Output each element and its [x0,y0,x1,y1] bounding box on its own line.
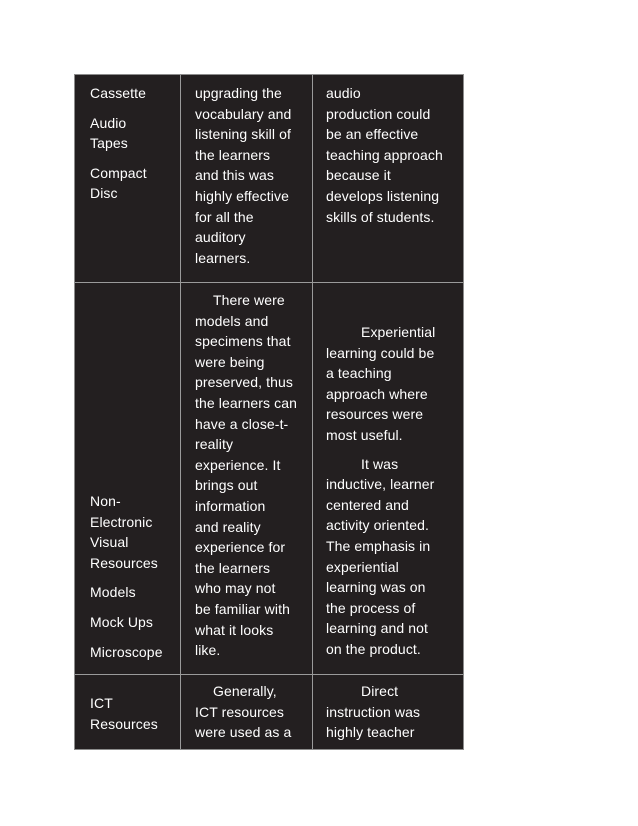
cell-line: audio [326,85,361,101]
row1-resource-cell [90,83,178,204]
cell-line: develops listening [326,187,440,204]
cell-line: preserved, thus [195,374,293,391]
cell-line: instruction was [326,703,421,720]
cell-line: have a close-t- [195,415,289,432]
cell-line: for all the [195,208,254,225]
cell-line: Compact [90,164,147,181]
cell-line: Experiential [361,324,436,340]
cell-line: models and [195,312,269,329]
cell-line: highly effective [195,187,289,204]
cell-line: on the product. [326,640,421,657]
cell-line: because it [326,167,391,184]
cell-line: what it looks [195,621,274,638]
cell-line: were being [195,353,265,370]
cell-line: experience for [195,539,286,556]
cell-line: were used as a [195,724,292,741]
cell-line: vocabulary and [195,105,292,122]
resources-table [74,74,464,750]
cell-line: reality [195,436,234,453]
cell-line: information [195,497,266,514]
cell-line: upgrading the [195,85,282,101]
cell-line: Tapes [90,135,128,152]
cell-line: brings out [195,477,258,494]
cell-line: Electronic [90,513,153,530]
cell-line: specimens that [195,333,291,350]
cell-line: listening skill of [195,126,291,143]
cell-line: who may not [195,580,276,597]
cell-line: It was [361,455,399,472]
column-divider [312,75,313,749]
cell-line: learning and not [326,620,429,637]
cell-line: production could [326,105,431,122]
cell-line: be familiar with [195,600,290,617]
cell-line: a teaching [326,365,392,382]
row-divider [75,282,463,283]
cell-line: There were [213,292,285,308]
row3-description-cell [195,681,310,743]
cell-line: be an effective [326,126,419,143]
cell-line: Non- [90,493,121,509]
row1-description-cell [195,83,310,268]
cell-line: experiential [326,558,399,575]
cell-line: experience. It [195,456,281,473]
cell-line: Visual [90,534,129,551]
cell-line: and this was [195,167,275,184]
cell-line: Mock Ups [90,613,154,630]
cell-line: The emphasis in [326,537,431,554]
row-divider [75,674,463,675]
column-divider [180,75,181,749]
cell-line: teaching approach [326,146,443,163]
cell-line: Resources [90,554,158,571]
cell-line: Microscope [90,643,163,660]
cell-line: the learners can [195,394,297,411]
cell-line: Resources [90,715,158,732]
cell-line: Disc [90,185,118,202]
cell-line: like. [195,642,221,659]
cell-line: Audio [90,114,127,131]
cell-line: highly teacher [326,724,415,741]
cell-line: approach where [326,385,428,402]
cell-line: the learners [195,559,271,576]
cell-line: learners. [195,249,251,266]
cell-line: the learners [195,146,271,163]
cell-line: most useful. [326,426,403,443]
row3-approach-cell [326,681,462,743]
cell-line: learning was on [326,579,426,596]
row2-resource-cell [90,491,178,662]
cell-line: resources were [326,406,424,423]
cell-line: Direct [361,683,399,699]
row3-resource-cell [90,693,178,734]
cell-line: and reality [195,518,261,535]
cell-line: Cassette [90,85,147,101]
cell-line: auditory [195,229,246,246]
row2-approach-cell [326,322,462,660]
cell-line: ICT resources [195,703,284,720]
cell-line: skills of students. [326,208,435,225]
row2-description-cell [195,290,310,661]
cell-line: Models [90,584,136,601]
cell-line: ICT [90,695,113,711]
cell-line: Generally, [213,683,277,699]
cell-line: inductive, learner [326,476,435,493]
cell-line: learning could be [326,344,435,361]
row1-approach-cell [326,83,462,227]
cell-line: the process of [326,599,416,616]
cell-line: centered and [326,496,409,513]
cell-line: activity oriented. [326,517,429,534]
